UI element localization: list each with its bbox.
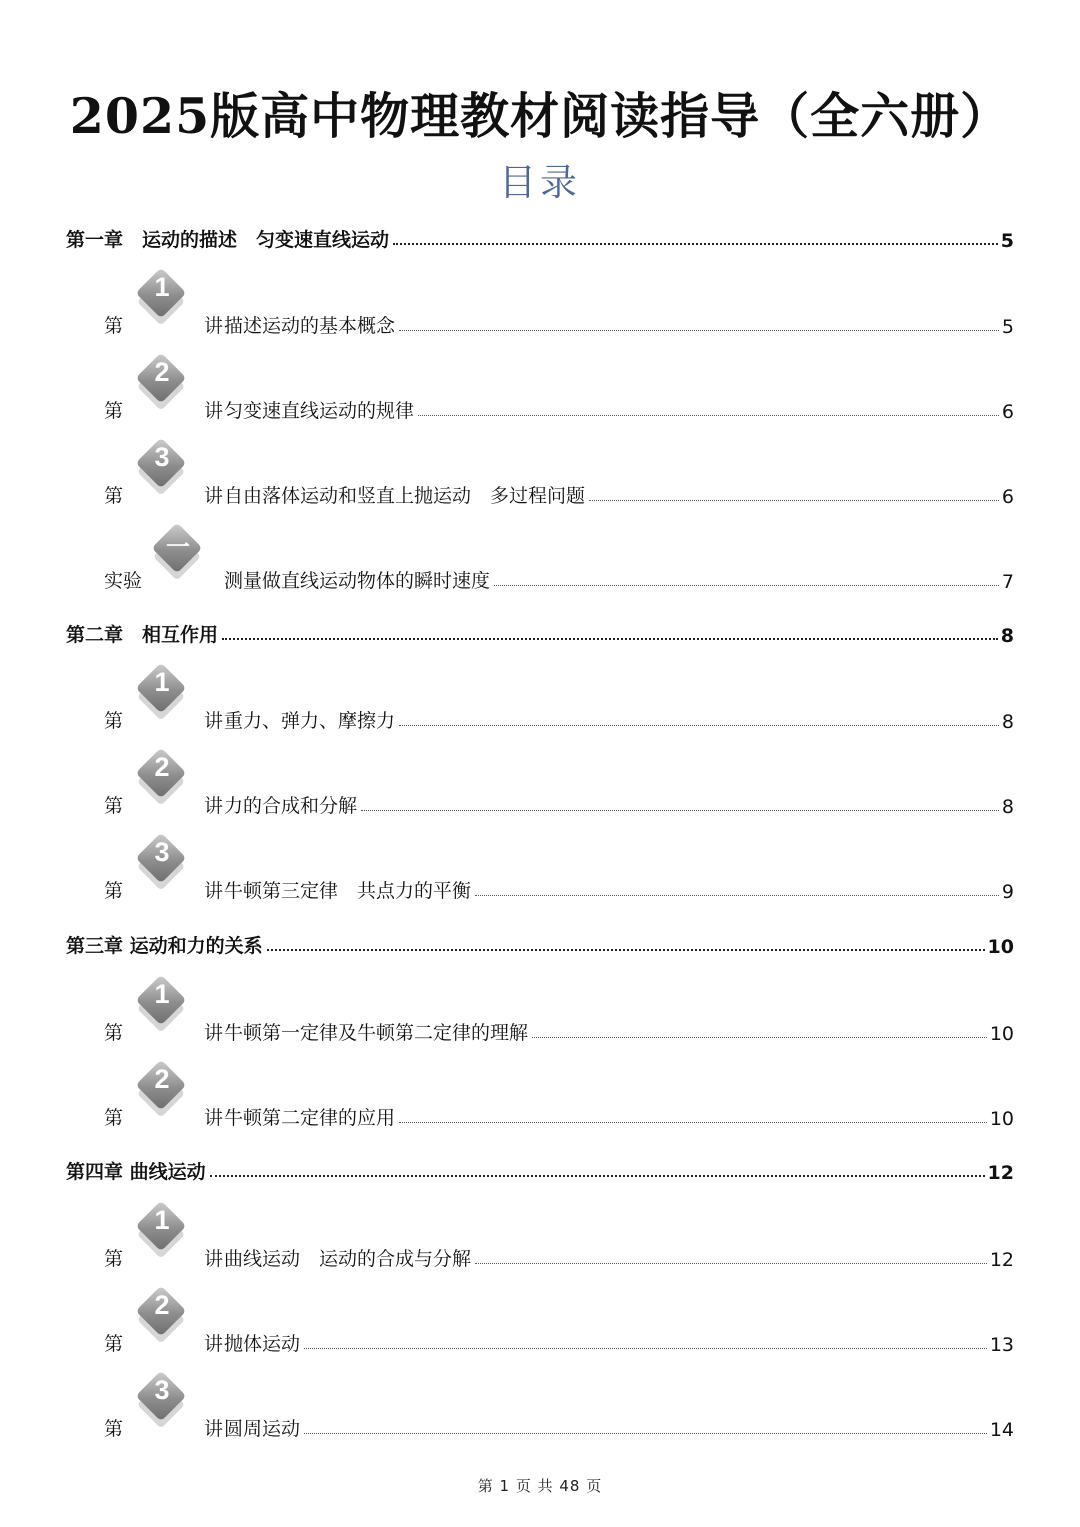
page-number: 10 xyxy=(987,936,1014,958)
lesson-prefix: 第 xyxy=(104,880,124,902)
dot-leader xyxy=(532,1037,987,1038)
toc-chapter-2[interactable] xyxy=(66,617,1014,647)
lesson-number: 3 xyxy=(154,442,170,472)
lesson-number: 3 xyxy=(154,1375,170,1405)
experiment-prefix: 实验 xyxy=(104,570,143,592)
lesson-badge xyxy=(104,1205,224,1271)
dot-leader xyxy=(494,585,999,586)
number-diamond-icon xyxy=(134,436,190,492)
lesson-title: 抛体运动 xyxy=(224,1333,301,1355)
lesson-number: 2 xyxy=(154,357,170,387)
lesson-badge xyxy=(104,442,224,508)
lesson-prefix: 第 xyxy=(104,1107,124,1129)
lesson-badge xyxy=(104,1375,224,1441)
number-diamond-icon xyxy=(134,831,190,887)
toc-lesson-4-2[interactable] xyxy=(104,1290,1014,1356)
lesson-badge xyxy=(104,837,224,903)
lesson-title: 力的合成和分解 xyxy=(224,795,358,817)
toc-lesson-3-1[interactable] xyxy=(104,979,1014,1045)
page-number: 5 xyxy=(1000,230,1014,252)
lesson-suffix: 讲 xyxy=(204,880,224,902)
toc-chapter-1[interactable] xyxy=(66,222,1014,252)
lesson-title: 匀变速直线运动的规律 xyxy=(224,400,415,422)
page-number: 13 xyxy=(989,1334,1014,1356)
number-diamond-icon xyxy=(134,1284,190,1340)
chapter-title: 第二章 相互作用 xyxy=(66,624,219,646)
toc-lesson-2-1[interactable] xyxy=(104,667,1014,733)
toc-lesson-1-2[interactable] xyxy=(104,357,1014,423)
experiment-badge xyxy=(104,534,224,593)
lesson-prefix: 第 xyxy=(104,1418,124,1440)
lesson-suffix: 讲 xyxy=(204,1107,224,1129)
lesson-suffix: 讲 xyxy=(204,795,224,817)
toc-heading: 目录 xyxy=(499,161,581,204)
lesson-number: 1 xyxy=(154,979,170,1009)
dot-leader xyxy=(589,500,999,501)
toc-lesson-1-3[interactable] xyxy=(104,442,1014,508)
dot-leader xyxy=(304,1348,987,1349)
number-diamond-icon xyxy=(150,521,206,577)
toc-lesson-1-1[interactable] xyxy=(104,272,1014,338)
chapter-title: 第一章 运动的描述 匀变速直线运动 xyxy=(66,229,390,251)
lesson-title: 牛顿第二定律的应用 xyxy=(224,1107,396,1129)
toc-lesson-3-2[interactable] xyxy=(104,1064,1014,1130)
dot-leader xyxy=(399,725,999,726)
number-diamond-icon xyxy=(134,1199,190,1255)
experiment-number: 一 xyxy=(166,534,190,561)
lesson-prefix: 第 xyxy=(104,1248,124,1270)
lesson-badge xyxy=(104,272,224,338)
lesson-prefix: 第 xyxy=(104,795,124,817)
page-number: 9 xyxy=(1001,881,1014,903)
dot-leader xyxy=(418,415,999,416)
lesson-title: 描述运动的基本概念 xyxy=(224,315,396,337)
dot-leader xyxy=(475,895,999,896)
lesson-suffix: 讲 xyxy=(204,400,224,422)
toc-experiment-1[interactable] xyxy=(104,534,1014,593)
lesson-prefix: 第 xyxy=(104,400,124,422)
number-diamond-icon xyxy=(134,1058,190,1114)
lesson-number: 2 xyxy=(154,1064,170,1094)
page-number: 6 xyxy=(1001,401,1014,423)
number-diamond-icon xyxy=(134,661,190,717)
toc-lesson-2-2[interactable] xyxy=(104,752,1014,818)
lesson-number: 2 xyxy=(154,1290,170,1320)
page-number: 8 xyxy=(1001,796,1014,818)
dot-leader xyxy=(304,1433,987,1434)
lesson-suffix: 讲 xyxy=(204,485,224,507)
chapter-title: 第三章 运动和力的关系 xyxy=(66,935,263,957)
lesson-title: 牛顿第一定律及牛顿第二定律的理解 xyxy=(224,1022,529,1044)
page-number: 8 xyxy=(1001,711,1014,733)
lesson-number: 1 xyxy=(154,272,170,302)
lesson-suffix: 讲 xyxy=(204,1022,224,1044)
page-number: 12 xyxy=(989,1249,1014,1271)
lesson-title: 圆周运动 xyxy=(224,1418,301,1440)
lesson-suffix: 讲 xyxy=(204,1248,224,1270)
lesson-title: 自由落体运动和竖直上抛运动 多过程问题 xyxy=(224,485,586,507)
number-diamond-icon xyxy=(134,1369,190,1425)
page-number: 10 xyxy=(989,1108,1014,1130)
chapter-title: 第四章 曲线运动 xyxy=(66,1161,206,1183)
lesson-badge xyxy=(104,979,224,1045)
dot-leader xyxy=(399,330,999,331)
number-diamond-icon xyxy=(134,351,190,407)
toc-lesson-4-3[interactable] xyxy=(104,1375,1014,1441)
lesson-suffix: 讲 xyxy=(204,1418,224,1440)
lesson-prefix: 第 xyxy=(104,485,124,507)
lesson-title: 牛顿第三定律 共点力的平衡 xyxy=(224,880,472,902)
dot-leader xyxy=(399,1122,987,1123)
dot-leader xyxy=(393,243,998,245)
lesson-prefix: 第 xyxy=(104,315,124,337)
lesson-suffix: 讲 xyxy=(204,1333,224,1355)
page-number: 14 xyxy=(989,1419,1014,1441)
lesson-badge xyxy=(104,1290,224,1356)
lesson-prefix: 第 xyxy=(104,1022,124,1044)
number-diamond-icon xyxy=(134,266,190,322)
lesson-suffix: 讲 xyxy=(204,710,224,732)
lesson-badge xyxy=(104,667,224,733)
lesson-badge xyxy=(104,1064,224,1130)
page-footer: 第 1 页 共 48 页 xyxy=(477,1477,603,1495)
dot-leader xyxy=(222,638,998,640)
lesson-number: 2 xyxy=(154,752,170,782)
lesson-prefix: 第 xyxy=(104,710,124,732)
lesson-suffix: 讲 xyxy=(204,315,224,337)
lesson-badge xyxy=(104,357,224,423)
page-number: 6 xyxy=(1001,486,1014,508)
toc-chapter-4[interactable] xyxy=(66,1154,1014,1184)
dot-leader xyxy=(361,810,999,811)
lesson-title: 重力、弹力、摩擦力 xyxy=(224,710,396,732)
number-diamond-icon xyxy=(134,973,190,1029)
page-number: 5 xyxy=(1001,316,1014,338)
lesson-prefix: 第 xyxy=(104,1333,124,1355)
page-number: 7 xyxy=(1001,571,1014,593)
dot-leader xyxy=(475,1263,987,1264)
number-diamond-icon xyxy=(134,746,190,802)
experiment-title: 测量做直线运动物体的瞬时速度 xyxy=(224,570,491,592)
page-number: 8 xyxy=(1000,625,1014,647)
lesson-number: 3 xyxy=(154,837,170,867)
lesson-number: 1 xyxy=(154,1205,170,1235)
toc-lesson-2-3[interactable] xyxy=(104,837,1014,903)
dot-leader xyxy=(267,949,985,951)
document-title: 2025版高中物理教材阅读指导（全六册） xyxy=(69,87,1011,145)
lesson-badge xyxy=(104,752,224,818)
toc-lesson-4-1[interactable] xyxy=(104,1205,1014,1271)
page-number: 10 xyxy=(989,1023,1014,1045)
page-number: 12 xyxy=(987,1162,1014,1184)
lesson-title: 曲线运动 运动的合成与分解 xyxy=(224,1248,472,1270)
dot-leader xyxy=(210,1175,985,1177)
toc-chapter-3[interactable] xyxy=(66,928,1014,958)
lesson-number: 1 xyxy=(154,667,170,697)
